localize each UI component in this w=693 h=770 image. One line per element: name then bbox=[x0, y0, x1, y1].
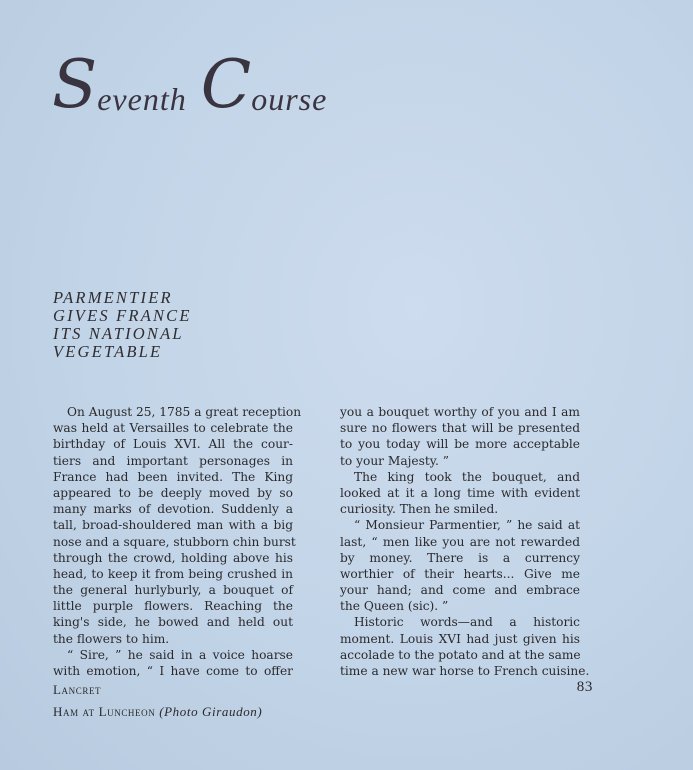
body-line: worthier of their hearts... Give me bbox=[340, 566, 580, 581]
body-line: you a bouquet worthy of you and I am bbox=[340, 405, 580, 419]
body-line: last, “ men like you are not rewarded bbox=[340, 534, 580, 549]
body-line: by money. There is a currency bbox=[340, 550, 580, 565]
body-line: tall, broad-shouldered man with a big bbox=[53, 518, 293, 533]
body-line: The king took the bouquet, and bbox=[354, 469, 580, 484]
body-line: curiosity. Then he smiled. bbox=[340, 502, 499, 517]
subtitle-line: VEGETABLE bbox=[53, 342, 163, 361]
body-line: to your Majesty. ” bbox=[340, 453, 450, 468]
text-column-right bbox=[340, 404, 590, 679]
text-column-left bbox=[53, 404, 302, 679]
body-line: France had been invited. The King bbox=[53, 469, 293, 484]
body-line: with emotion, “ I have come to offer bbox=[53, 664, 293, 678]
body-line: moment. Louis XVI had just given his bbox=[340, 631, 580, 646]
caption-title: Ham at Luncheon bbox=[53, 704, 156, 719]
heading-word-seventh: Seventh bbox=[52, 46, 187, 123]
caption-credit bbox=[53, 704, 262, 720]
subtitle-line: GIVES FRANCE bbox=[53, 306, 192, 325]
body-line: On August 25, 1785 a great reception bbox=[67, 405, 302, 419]
photo-credit: (Photo Giraudon) bbox=[159, 704, 263, 719]
body-line: to you today will be more acceptable bbox=[340, 437, 580, 452]
page-number: 83 bbox=[576, 679, 593, 695]
body-line: many marks of devotion. Suddenly a bbox=[53, 502, 293, 517]
body-line: time a new war horse to French cuisine. bbox=[340, 664, 590, 678]
body-line: nose and a square, stubborn chin burst bbox=[53, 534, 296, 549]
body-line: accolade to the potato and at the same bbox=[340, 647, 581, 662]
body-line: the Queen (sic). ” bbox=[340, 599, 449, 614]
body-line: your hand; and come and embrace bbox=[340, 583, 580, 598]
body-line: little purple flowers. Reaching the bbox=[53, 599, 293, 614]
body-line: the general hurlyburly, a bouquet of bbox=[53, 583, 293, 598]
body-line: looked at it a long time with evident bbox=[340, 485, 580, 500]
body-line: “ Sire, ” he said in a voice hoarse bbox=[67, 647, 293, 662]
artist-credit: Lancret bbox=[53, 682, 102, 697]
body-line: “ Monsieur Parmentier, ” he said at bbox=[354, 518, 580, 533]
article-subtitle bbox=[53, 289, 333, 361]
body-line: the flowers to him. bbox=[53, 631, 170, 646]
body-line: tiers and important personages in bbox=[53, 453, 293, 468]
body-line: through the crowd, holding above his bbox=[53, 550, 293, 565]
body-line: king's side, he bowed and held out bbox=[53, 615, 293, 630]
body-line: Historic words—and a historic bbox=[354, 615, 580, 630]
body-line: head, to keep it from being crushed in bbox=[53, 566, 293, 581]
body-line: sure no flowers that will be presented bbox=[340, 421, 580, 436]
subtitle-line: ITS NATIONAL bbox=[53, 324, 184, 343]
chapter-heading bbox=[52, 46, 472, 132]
body-line: birthday of Louis XVI. All the cour- bbox=[53, 437, 293, 452]
body-line: appeared to be deeply moved by so bbox=[53, 485, 293, 500]
heading-word-course: Course bbox=[200, 46, 328, 123]
body-line: was held at Versailles to celebrate the bbox=[53, 421, 293, 436]
subtitle-line: PARMENTIER bbox=[53, 288, 173, 307]
